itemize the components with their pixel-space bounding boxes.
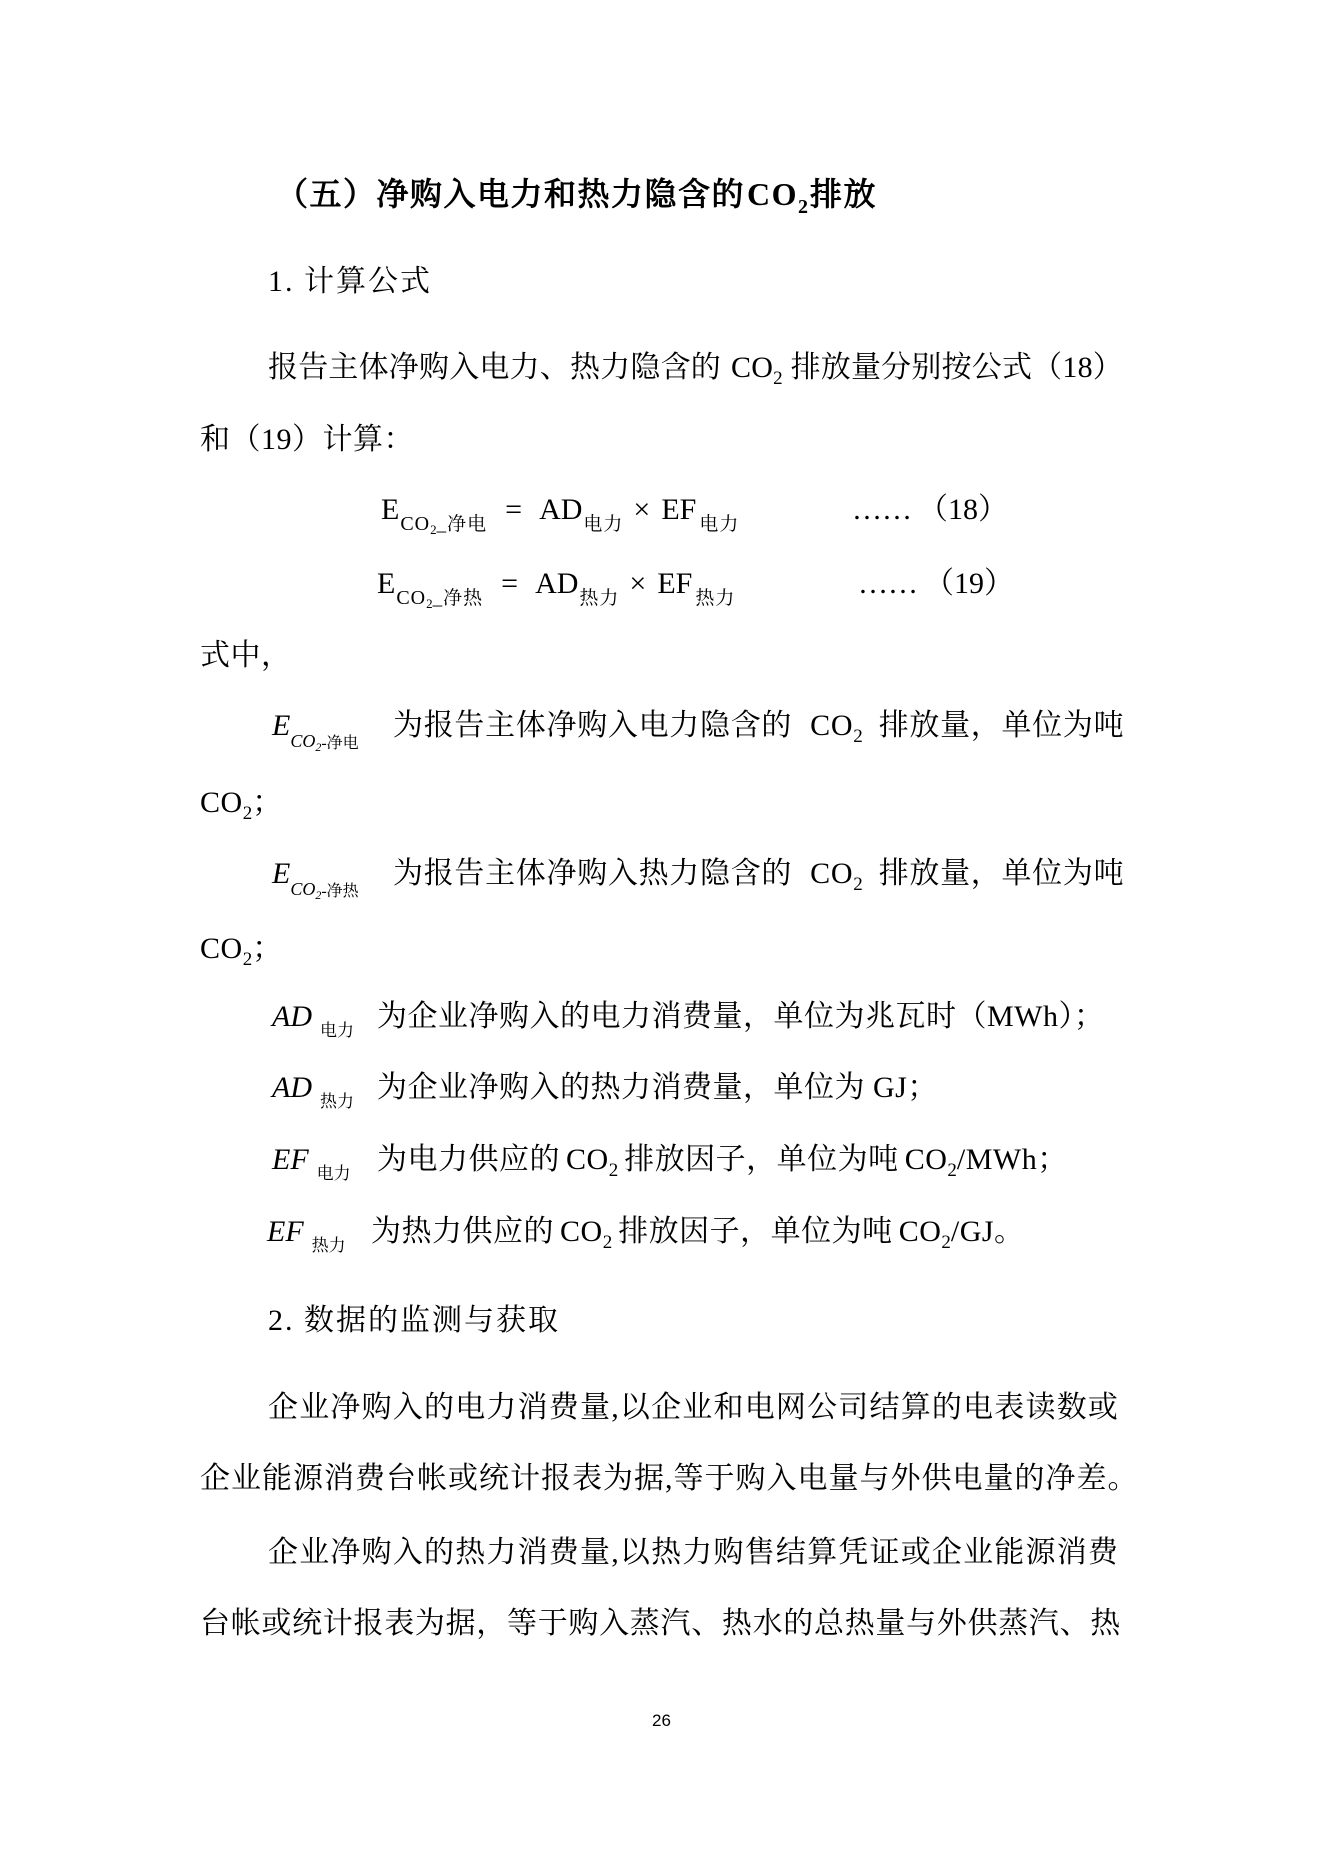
- definition-text-mid: 排放因子，单位为吨: [618, 1215, 893, 1248]
- definition-co2-subscript: 2: [602, 1232, 613, 1253]
- where-label: [200, 638, 292, 674]
- formula-18-e-sub-tail: _净电: [436, 514, 488, 535]
- definition-co2-subscript: 2: [853, 874, 863, 895]
- formula-19-e-sub-tail: _净热: [432, 588, 484, 609]
- symbol-ef: EF: [272, 1143, 309, 1176]
- formula-19-number: [858, 566, 1014, 602]
- definition-unit-tail: /GJ。: [950, 1215, 1025, 1248]
- formula-19-e-sub-num: 2: [426, 596, 433, 611]
- page-number: 26: [652, 1711, 671, 1730]
- formula-18-e-sub-chem: CO: [400, 513, 431, 535]
- definition-e-net-electricity-continued: [200, 785, 283, 825]
- intro-paragraph-line-1: [268, 350, 1123, 390]
- symbol-e-sub-num: 2: [315, 888, 322, 902]
- definition-ad-electricity: [272, 999, 1105, 1039]
- heading-co2-symbol: CO: [747, 176, 799, 212]
- symbol-ad-sub: 电力: [320, 1021, 354, 1040]
- paragraph-line: [200, 1461, 1139, 1497]
- formula-18-ad-sub: 电力: [583, 514, 624, 535]
- formula-19-e: E: [377, 567, 396, 600]
- continuation-co2-symbol: CO: [200, 932, 243, 965]
- symbol-ad: AD: [272, 1071, 312, 1104]
- definition-unit-tail: /MWh；: [956, 1143, 1068, 1176]
- definition-unit-co2-symbol: CO: [898, 1215, 942, 1248]
- formula-19-e-sub-chem: CO: [396, 587, 427, 609]
- definition-text-after: 排放量，单位为吨: [878, 857, 1125, 890]
- formula-19-equals: =: [501, 567, 519, 600]
- where-label-text: 式中，: [200, 639, 292, 672]
- continuation-co2-subscript: 2: [242, 949, 253, 970]
- definition-text-before: 为企业净购入的热力消费量，单位为: [377, 1071, 865, 1104]
- definition-ef-heat: [267, 1214, 1025, 1254]
- subsection-title-calculation-text: 1. 计算公式: [268, 265, 432, 298]
- definition-text-after: 排放量，单位为吨: [878, 709, 1125, 742]
- definition-e-net-heat: [272, 856, 1125, 902]
- definition-unit: GJ；: [873, 1071, 938, 1104]
- definition-e-net-heat-continued: [200, 931, 283, 971]
- definition-text-before: 为热力供应的: [371, 1215, 554, 1248]
- symbol-e: E: [272, 857, 291, 890]
- formula-18-ad: AD: [539, 493, 583, 526]
- definition-unit-co2-subscript: 2: [941, 1232, 951, 1253]
- formula-18: [381, 492, 740, 537]
- intro-co2-subscript: 2: [773, 368, 783, 389]
- formula-18-ef: EF: [661, 493, 697, 526]
- definition-text-before: 为报告主体净购入电力隐含的: [393, 709, 793, 742]
- definition-text-before: 为电力供应的: [377, 1143, 560, 1176]
- formula-18-e-sub-num: 2: [430, 522, 437, 537]
- formula-19-ad: AD: [535, 567, 579, 600]
- definition-co2-subscript: 2: [853, 726, 863, 747]
- paragraph-line-text: 企业净购入的热力消费量,以热力购售结算凭证或企业能源消费: [268, 1536, 1120, 1569]
- definition-text-before: 为报告主体净购入热力隐含的: [393, 857, 793, 890]
- symbol-ef: EF: [267, 1215, 304, 1248]
- symbol-ef-sub: 电力: [316, 1164, 351, 1183]
- symbol-ef-heat: [267, 1214, 371, 1254]
- symbol-e-co2-net-electricity: [272, 708, 393, 754]
- paragraph-line: [200, 1606, 1121, 1642]
- symbol-e: E: [272, 709, 291, 742]
- paragraph-line-text: 台帐或统计报表为据，等于购入蒸汽、热水的总热量与外供蒸汽、热: [200, 1607, 1121, 1640]
- definition-text-mid: 排放因子，单位为吨: [624, 1143, 899, 1176]
- definition-co2-symbol: CO: [566, 1143, 609, 1176]
- definition-unit-co2-subscript: 2: [947, 1160, 957, 1181]
- symbol-e-sub-tail: -净电: [321, 735, 359, 752]
- intro-text-before: 报告主体净购入电力、热力隐含的: [268, 351, 721, 384]
- definition-co2-symbol: CO: [810, 857, 854, 890]
- intro-text-line-2: 和（19）计算：: [200, 423, 414, 456]
- formula-18-equals: =: [505, 493, 523, 526]
- continuation-co2-subscript: 2: [242, 803, 253, 824]
- definition-e-net-electricity: [272, 708, 1125, 754]
- paragraph-line: [268, 1390, 1119, 1426]
- paragraph-line: [268, 1535, 1119, 1571]
- symbol-ad-heat: [272, 1070, 377, 1110]
- symbol-e-sub-num: 2: [315, 740, 322, 754]
- formula-19-ef: EF: [657, 567, 693, 600]
- subsection-title-calculation: [268, 264, 432, 300]
- symbol-e-sub-chem: CO: [290, 731, 316, 751]
- section-heading: [276, 176, 877, 217]
- subsection-title-data-monitoring: [268, 1303, 560, 1339]
- formula-19-times: ×: [629, 567, 647, 600]
- paragraph-line-text: 企业能源消费台帐或统计报表为据,等于购入电量与外供电量的净差。: [200, 1462, 1139, 1495]
- intro-co2-symbol: CO: [731, 351, 774, 384]
- continuation-punctuation: ；: [252, 932, 283, 965]
- symbol-ad: AD: [272, 1000, 312, 1033]
- formula-18-leader: ……: [852, 493, 912, 526]
- definition-co2-symbol: CO: [560, 1215, 603, 1248]
- continuation-co2-symbol: CO: [200, 786, 243, 819]
- formula-18-ef-sub: 电力: [699, 514, 740, 535]
- symbol-e-co2-net-heat: [272, 856, 393, 902]
- symbol-ad-sub: 热力: [320, 1092, 354, 1111]
- formula-19-ad-sub: 热力: [579, 588, 620, 609]
- formula-18-e: E: [381, 493, 400, 526]
- definition-ad-heat: [272, 1070, 938, 1110]
- definition-text: 为企业净购入的电力消费量，单位为兆瓦时（MWh）；: [377, 1000, 1105, 1033]
- heading-text-end: 排放: [810, 176, 878, 212]
- symbol-ad-electricity: [272, 999, 377, 1039]
- continuation-punctuation: ；: [252, 786, 283, 819]
- symbol-ef-electricity: [272, 1142, 377, 1182]
- definition-unit-co2-symbol: CO: [904, 1143, 948, 1176]
- formula-19-leader: ……: [858, 567, 918, 600]
- formula-19-number-text: （19）: [924, 567, 1014, 600]
- symbol-e-sub-chem: CO: [290, 879, 316, 899]
- definition-ef-electricity: [272, 1142, 1068, 1182]
- paragraph-line-text: 企业净购入的电力消费量,以企业和电网公司结算的电表读数或: [268, 1391, 1120, 1424]
- symbol-e-sub-tail: -净热: [321, 883, 359, 900]
- formula-18-times: ×: [633, 493, 651, 526]
- subsection-title-data-monitoring-text: 2. 数据的监测与获取: [268, 1304, 560, 1337]
- symbol-ef-sub: 热力: [311, 1236, 346, 1255]
- definition-co2-symbol: CO: [810, 709, 854, 742]
- formula-19-ef-sub: 热力: [695, 588, 736, 609]
- intro-text-after: 排放量分别按公式（18）: [790, 351, 1123, 384]
- intro-paragraph-line-2: [200, 422, 414, 458]
- formula-18-number: [852, 492, 1008, 528]
- formula-19: [377, 566, 736, 611]
- definition-co2-subscript: 2: [608, 1160, 619, 1181]
- heading-text: （五）净购入电力和热力隐含的: [276, 176, 746, 212]
- formula-18-number-text: （18）: [918, 493, 1008, 526]
- heading-co2-subscript: 2: [798, 196, 809, 218]
